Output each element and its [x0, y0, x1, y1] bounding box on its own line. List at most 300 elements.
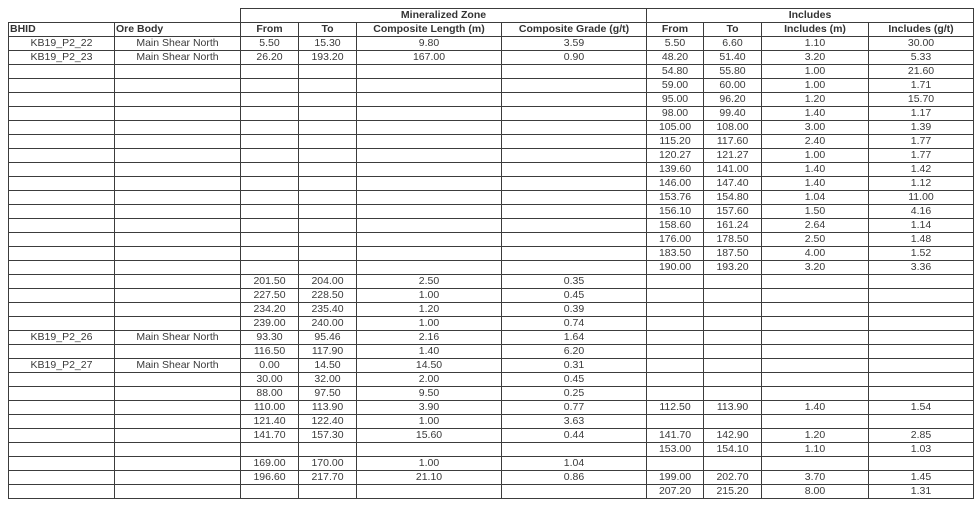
cell-bhid	[9, 135, 115, 149]
mineralized-zone-header: Mineralized Zone	[241, 9, 647, 23]
cell-includes-m: 1.40	[762, 177, 869, 191]
table-row	[9, 471, 974, 485]
cell-mz-from: 110.00	[241, 401, 299, 415]
cell-inc-to: 6.60	[704, 37, 762, 51]
cell-mz-from: 196.60	[241, 471, 299, 485]
cell-mz-to	[299, 65, 357, 79]
cell-inc-from: 139.60	[647, 163, 704, 177]
cell-composite-grade: 3.59	[502, 37, 647, 51]
cell-inc-to	[704, 359, 762, 373]
cell-bhid	[9, 317, 115, 331]
cell-bhid	[9, 79, 115, 93]
cell-ore-body	[115, 93, 241, 107]
table-row	[9, 93, 974, 107]
table-row	[9, 65, 974, 79]
cell-mz-to	[299, 163, 357, 177]
cell-includes-gt: 1.31	[869, 485, 974, 499]
cell-composite-grade: 0.45	[502, 373, 647, 387]
cell-mz-from	[241, 121, 299, 135]
cell-composite-grade	[502, 443, 647, 457]
cell-inc-from: 190.00	[647, 261, 704, 275]
cell-includes-m: 2.50	[762, 233, 869, 247]
cell-mz-to	[299, 177, 357, 191]
cell-includes-gt	[869, 457, 974, 471]
cell-includes-gt: 1.77	[869, 135, 974, 149]
cell-mz-to	[299, 219, 357, 233]
cell-mz-from: 0.00	[241, 359, 299, 373]
cell-includes-m: 1.00	[762, 149, 869, 163]
cell-includes-m: 3.20	[762, 261, 869, 275]
cell-inc-to: 121.27	[704, 149, 762, 163]
cell-mz-from: 239.00	[241, 317, 299, 331]
cell-mz-to: 193.20	[299, 51, 357, 65]
cell-includes-m: 3.00	[762, 121, 869, 135]
cell-composite-length: 167.00	[357, 51, 502, 65]
cell-includes-gt	[869, 345, 974, 359]
cell-composite-length	[357, 121, 502, 135]
cell-mz-from	[241, 191, 299, 205]
cell-bhid	[9, 177, 115, 191]
cell-includes-m: 1.50	[762, 205, 869, 219]
cell-bhid	[9, 121, 115, 135]
cell-inc-to: 113.90	[704, 401, 762, 415]
cell-inc-from	[647, 359, 704, 373]
cell-composite-length: 1.00	[357, 317, 502, 331]
table-row	[9, 205, 974, 219]
cell-ore-body	[115, 149, 241, 163]
cell-composite-grade: 0.86	[502, 471, 647, 485]
cell-composite-grade	[502, 135, 647, 149]
table-row	[9, 317, 974, 331]
column-header-inc-from: From	[647, 23, 704, 37]
cell-inc-from	[647, 415, 704, 429]
cell-inc-to	[704, 275, 762, 289]
cell-bhid: KB19_P2_23	[9, 51, 115, 65]
cell-inc-from: 120.27	[647, 149, 704, 163]
cell-includes-m	[762, 359, 869, 373]
cell-includes-m: 1.40	[762, 401, 869, 415]
cell-ore-body	[115, 457, 241, 471]
cell-inc-from: 48.20	[647, 51, 704, 65]
cell-bhid	[9, 471, 115, 485]
cell-composite-grade: 0.35	[502, 275, 647, 289]
cell-inc-to	[704, 387, 762, 401]
cell-bhid	[9, 373, 115, 387]
table-row	[9, 345, 974, 359]
cell-ore-body	[115, 485, 241, 499]
cell-bhid: KB19_P2_26	[9, 331, 115, 345]
cell-mz-to: 97.50	[299, 387, 357, 401]
cell-inc-from: 153.76	[647, 191, 704, 205]
cell-mz-to: 228.50	[299, 289, 357, 303]
cell-composite-grade	[502, 149, 647, 163]
cell-composite-length: 1.00	[357, 289, 502, 303]
cell-composite-length	[357, 247, 502, 261]
cell-mz-to: 113.90	[299, 401, 357, 415]
cell-ore-body: Main Shear North	[115, 37, 241, 51]
cell-composite-grade	[502, 205, 647, 219]
cell-includes-m	[762, 303, 869, 317]
cell-ore-body	[115, 191, 241, 205]
cell-inc-from	[647, 345, 704, 359]
cell-inc-to	[704, 289, 762, 303]
cell-inc-from	[647, 317, 704, 331]
cell-composite-length: 1.00	[357, 415, 502, 429]
cell-composite-grade	[502, 233, 647, 247]
cell-composite-length	[357, 485, 502, 499]
cell-ore-body	[115, 401, 241, 415]
cell-includes-m: 4.00	[762, 247, 869, 261]
table-row	[9, 247, 974, 261]
cell-includes-gt: 5.33	[869, 51, 974, 65]
cell-includes-gt: 1.71	[869, 79, 974, 93]
column-header-includes-m: Includes (m)	[762, 23, 869, 37]
cell-includes-gt	[869, 387, 974, 401]
table-row	[9, 415, 974, 429]
cell-composite-grade: 0.25	[502, 387, 647, 401]
cell-bhid: KB19_P2_27	[9, 359, 115, 373]
cell-includes-gt	[869, 415, 974, 429]
cell-includes-gt	[869, 303, 974, 317]
cell-includes-gt: 30.00	[869, 37, 974, 51]
cell-inc-to: 51.40	[704, 51, 762, 65]
cell-composite-length: 21.10	[357, 471, 502, 485]
cell-ore-body	[115, 233, 241, 247]
cell-mz-to: 117.90	[299, 345, 357, 359]
cell-composite-length: 15.60	[357, 429, 502, 443]
cell-composite-length	[357, 65, 502, 79]
table-row	[9, 457, 974, 471]
cell-composite-length	[357, 191, 502, 205]
cell-inc-to	[704, 317, 762, 331]
cell-inc-to: 96.20	[704, 93, 762, 107]
cell-inc-to	[704, 373, 762, 387]
cell-bhid	[9, 443, 115, 457]
cell-mz-from	[241, 247, 299, 261]
table-row	[9, 359, 974, 373]
cell-composite-length: 2.16	[357, 331, 502, 345]
cell-includes-m	[762, 373, 869, 387]
cell-inc-to: 141.00	[704, 163, 762, 177]
cell-composite-length	[357, 261, 502, 275]
cell-mz-from	[241, 205, 299, 219]
cell-ore-body	[115, 443, 241, 457]
cell-includes-gt: 1.54	[869, 401, 974, 415]
cell-bhid	[9, 93, 115, 107]
cell-mz-to: 122.40	[299, 415, 357, 429]
cell-composite-length: 3.90	[357, 401, 502, 415]
cell-composite-length	[357, 107, 502, 121]
cell-bhid	[9, 303, 115, 317]
cell-includes-m: 3.70	[762, 471, 869, 485]
cell-inc-from: 112.50	[647, 401, 704, 415]
cell-composite-length: 9.50	[357, 387, 502, 401]
cell-mz-to	[299, 149, 357, 163]
cell-mz-to: 157.30	[299, 429, 357, 443]
cell-includes-m: 2.40	[762, 135, 869, 149]
cell-bhid	[9, 149, 115, 163]
cell-mz-to	[299, 233, 357, 247]
cell-bhid	[9, 65, 115, 79]
cell-includes-gt: 1.14	[869, 219, 974, 233]
cell-mz-to	[299, 247, 357, 261]
cell-includes-gt: 1.17	[869, 107, 974, 121]
cell-ore-body	[115, 429, 241, 443]
cell-mz-from: 169.00	[241, 457, 299, 471]
cell-mz-from: 141.70	[241, 429, 299, 443]
table-row	[9, 191, 974, 205]
cell-composite-length	[357, 205, 502, 219]
cell-composite-grade: 0.90	[502, 51, 647, 65]
cell-ore-body	[115, 79, 241, 93]
table-row	[9, 485, 974, 499]
cell-composite-grade	[502, 163, 647, 177]
cell-composite-grade: 3.63	[502, 415, 647, 429]
cell-inc-to: 117.60	[704, 135, 762, 149]
cell-bhid	[9, 107, 115, 121]
cell-composite-grade	[502, 485, 647, 499]
cell-composite-grade: 0.31	[502, 359, 647, 373]
cell-composite-length	[357, 163, 502, 177]
cell-inc-from	[647, 331, 704, 345]
table-body	[9, 37, 974, 499]
cell-mz-to: 204.00	[299, 275, 357, 289]
cell-bhid	[9, 205, 115, 219]
column-header-mz-to: To	[299, 23, 357, 37]
group-header-row	[9, 9, 974, 23]
table-row	[9, 219, 974, 233]
cell-inc-from: 59.00	[647, 79, 704, 93]
table-row	[9, 303, 974, 317]
cell-inc-to: 187.50	[704, 247, 762, 261]
cell-bhid	[9, 233, 115, 247]
cell-bhid	[9, 457, 115, 471]
cell-bhid	[9, 247, 115, 261]
cell-inc-to: 215.20	[704, 485, 762, 499]
cell-inc-from	[647, 275, 704, 289]
cell-composite-length: 1.00	[357, 457, 502, 471]
cell-composite-length: 14.50	[357, 359, 502, 373]
table-row	[9, 401, 974, 415]
cell-ore-body	[115, 163, 241, 177]
cell-composite-grade	[502, 261, 647, 275]
cell-includes-gt: 15.70	[869, 93, 974, 107]
cell-composite-grade	[502, 79, 647, 93]
cell-mz-from: 227.50	[241, 289, 299, 303]
cell-composite-length	[357, 233, 502, 247]
table-row	[9, 443, 974, 457]
cell-mz-to: 32.00	[299, 373, 357, 387]
table-row	[9, 275, 974, 289]
cell-mz-from	[241, 485, 299, 499]
cell-includes-gt	[869, 275, 974, 289]
table-row	[9, 331, 974, 345]
cell-includes-m: 1.00	[762, 65, 869, 79]
cell-mz-to	[299, 79, 357, 93]
cell-includes-gt: 1.48	[869, 233, 974, 247]
cell-inc-from	[647, 457, 704, 471]
cell-inc-from: 156.10	[647, 205, 704, 219]
cell-ore-body	[115, 261, 241, 275]
blank-header	[9, 9, 241, 23]
column-header-includes-gt: Includes (g/t)	[869, 23, 974, 37]
cell-includes-gt: 1.77	[869, 149, 974, 163]
cell-includes-gt	[869, 317, 974, 331]
cell-inc-to: 142.90	[704, 429, 762, 443]
cell-inc-from	[647, 387, 704, 401]
cell-mz-from	[241, 177, 299, 191]
cell-includes-gt	[869, 373, 974, 387]
cell-composite-grade: 1.64	[502, 331, 647, 345]
cell-ore-body	[115, 205, 241, 219]
table-row	[9, 51, 974, 65]
cell-mz-to	[299, 443, 357, 457]
cell-composite-grade	[502, 247, 647, 261]
cell-inc-from: 183.50	[647, 247, 704, 261]
cell-composite-grade: 6.20	[502, 345, 647, 359]
cell-includes-gt	[869, 331, 974, 345]
cell-inc-from: 105.00	[647, 121, 704, 135]
cell-mz-to: 240.00	[299, 317, 357, 331]
cell-mz-to: 217.70	[299, 471, 357, 485]
column-header-composite-length: Composite Length (m)	[357, 23, 502, 37]
cell-includes-m: 1.20	[762, 429, 869, 443]
cell-includes-m: 1.40	[762, 163, 869, 177]
cell-bhid	[9, 261, 115, 275]
table-row	[9, 177, 974, 191]
cell-mz-to: 15.30	[299, 37, 357, 51]
cell-mz-to	[299, 121, 357, 135]
cell-ore-body	[115, 303, 241, 317]
cell-bhid	[9, 219, 115, 233]
cell-inc-from: 176.00	[647, 233, 704, 247]
cell-includes-m: 8.00	[762, 485, 869, 499]
cell-ore-body	[115, 135, 241, 149]
cell-ore-body	[115, 219, 241, 233]
cell-mz-to	[299, 93, 357, 107]
cell-ore-body	[115, 471, 241, 485]
table-row	[9, 233, 974, 247]
cell-inc-to: 202.70	[704, 471, 762, 485]
cell-inc-to: 161.24	[704, 219, 762, 233]
cell-inc-to: 60.00	[704, 79, 762, 93]
column-header-ore-body: Ore Body	[115, 23, 241, 37]
cell-inc-to	[704, 303, 762, 317]
cell-bhid	[9, 289, 115, 303]
cell-inc-to: 154.10	[704, 443, 762, 457]
cell-mz-from	[241, 79, 299, 93]
cell-bhid	[9, 415, 115, 429]
table-row	[9, 373, 974, 387]
cell-includes-gt: 4.16	[869, 205, 974, 219]
table-row	[9, 163, 974, 177]
cell-composite-length: 2.50	[357, 275, 502, 289]
cell-inc-to: 154.80	[704, 191, 762, 205]
cell-includes-gt: 1.12	[869, 177, 974, 191]
cell-inc-to: 108.00	[704, 121, 762, 135]
cell-includes-m: 2.64	[762, 219, 869, 233]
cell-ore-body: Main Shear North	[115, 359, 241, 373]
cell-mz-from	[241, 135, 299, 149]
cell-mz-to: 14.50	[299, 359, 357, 373]
cell-inc-to	[704, 457, 762, 471]
cell-includes-m: 1.10	[762, 443, 869, 457]
cell-composite-length: 2.00	[357, 373, 502, 387]
cell-inc-to: 193.20	[704, 261, 762, 275]
cell-includes-m	[762, 345, 869, 359]
table-row	[9, 429, 974, 443]
cell-includes-m: 1.04	[762, 191, 869, 205]
cell-includes-gt: 21.60	[869, 65, 974, 79]
cell-bhid	[9, 345, 115, 359]
cell-ore-body	[115, 415, 241, 429]
cell-includes-m: 1.40	[762, 107, 869, 121]
cell-composite-length	[357, 149, 502, 163]
cell-composite-grade	[502, 219, 647, 233]
cell-ore-body	[115, 65, 241, 79]
cell-includes-gt: 1.39	[869, 121, 974, 135]
cell-bhid	[9, 275, 115, 289]
cell-composite-grade: 0.39	[502, 303, 647, 317]
table-row	[9, 79, 974, 93]
cell-composite-grade	[502, 121, 647, 135]
cell-mz-from	[241, 149, 299, 163]
cell-includes-gt: 1.52	[869, 247, 974, 261]
cell-inc-from	[647, 303, 704, 317]
cell-mz-from: 121.40	[241, 415, 299, 429]
cell-inc-from: 98.00	[647, 107, 704, 121]
cell-includes-gt	[869, 289, 974, 303]
cell-inc-to	[704, 331, 762, 345]
cell-mz-from: 201.50	[241, 275, 299, 289]
cell-bhid	[9, 401, 115, 415]
cell-mz-from: 30.00	[241, 373, 299, 387]
cell-composite-grade: 0.44	[502, 429, 647, 443]
cell-ore-body	[115, 275, 241, 289]
cell-mz-from: 5.50	[241, 37, 299, 51]
cell-inc-from: 153.00	[647, 443, 704, 457]
cell-includes-m	[762, 275, 869, 289]
table-row	[9, 121, 974, 135]
cell-mz-from: 93.30	[241, 331, 299, 345]
cell-composite-grade: 0.45	[502, 289, 647, 303]
includes-header: Includes	[647, 9, 974, 23]
cell-composite-grade	[502, 65, 647, 79]
cell-composite-length	[357, 79, 502, 93]
cell-ore-body: Main Shear North	[115, 51, 241, 65]
cell-mz-to	[299, 135, 357, 149]
cell-ore-body	[115, 107, 241, 121]
cell-mz-from	[241, 65, 299, 79]
cell-bhid	[9, 485, 115, 499]
cell-mz-to	[299, 205, 357, 219]
cell-ore-body	[115, 345, 241, 359]
cell-includes-m	[762, 331, 869, 345]
cell-inc-from	[647, 373, 704, 387]
cell-inc-from: 54.80	[647, 65, 704, 79]
cell-includes-m: 1.10	[762, 37, 869, 51]
cell-includes-m	[762, 457, 869, 471]
cell-includes-m: 3.20	[762, 51, 869, 65]
cell-inc-from: 115.20	[647, 135, 704, 149]
cell-ore-body	[115, 289, 241, 303]
cell-inc-from: 158.60	[647, 219, 704, 233]
table-row	[9, 107, 974, 121]
cell-ore-body	[115, 317, 241, 331]
cell-bhid: KB19_P2_22	[9, 37, 115, 51]
cell-composite-length	[357, 93, 502, 107]
cell-composite-grade: 0.74	[502, 317, 647, 331]
